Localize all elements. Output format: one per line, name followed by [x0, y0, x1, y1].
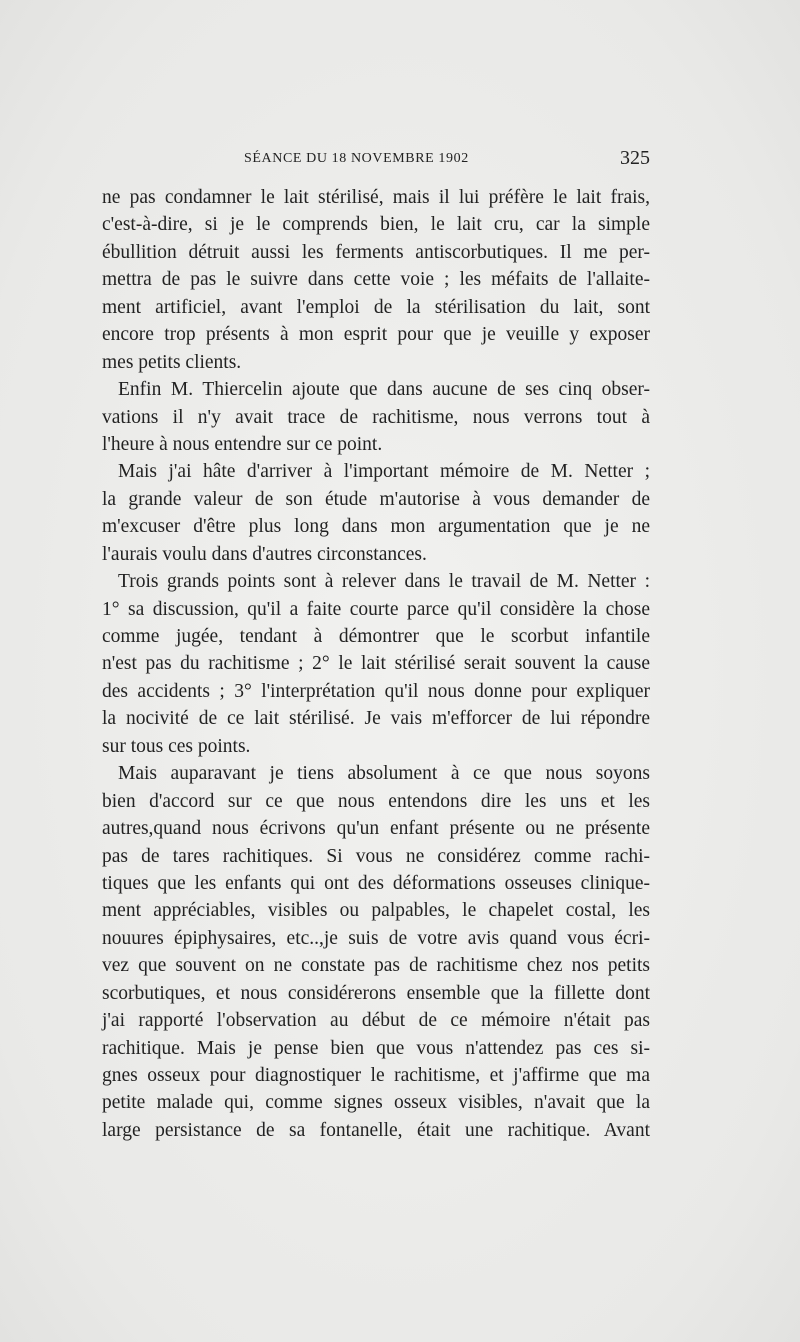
text-line: n'est pas du rachitisme ; 2° le lait stérilisé serait souvent la cause [102, 653, 650, 675]
text-line: j'ai rapporté l'observation au début de ce mémoire n'était pas [102, 1010, 650, 1032]
text-line: nouures épiphysaires, etc..,je suis de votre avis quand vous écri- [102, 927, 650, 949]
text-line: Mais j'ai hâte d'arriver à l'important mémoire de M. Netter ; [118, 461, 650, 483]
text-line: la nocivité de ce lait stérilisé. Je vais m'efforcer de lui répondre [102, 708, 650, 730]
text-line: vations il n'y avait trace de rachitisme, nous verrons tout à [102, 406, 650, 428]
page-number: 325 [620, 147, 650, 169]
text-line: encore trop présents à mon esprit pour que je veuille y exposer [102, 324, 650, 346]
text-line: des accidents ; 3° l'interprétation qu'il nous donne pour expliquer [102, 680, 650, 702]
text-line: bien d'accord sur ce que nous entendons dire les uns et les [102, 790, 650, 812]
text-line: 1° sa discussion, qu'il a faite courte parce qu'il considère la chose [102, 598, 650, 620]
text-line: scorbutiques, et nous considérerons ensemble que la fillette dont [102, 982, 650, 1004]
text-line: l'heure à nous entendre sur ce point. [102, 433, 383, 455]
text-line: vez que souvent on ne constate pas de rachitisme chez nos petits [102, 955, 650, 977]
text-line: l'aurais voulu dans d'autres circonstances. [102, 543, 427, 565]
text-line: mettra de pas le suivre dans cette voie ; les méfaits de l'allaite- [102, 269, 650, 291]
text-line: ment appréciables, visibles ou palpables, le chapelet costal, les [102, 900, 650, 922]
text-line: petite malade qui, comme signes osseux visibles, n'avait que la [102, 1092, 650, 1114]
text-line: Enfin M. Thiercelin ajoute que dans aucune de ses cinq obser- [118, 379, 650, 401]
paragraph [102, 376, 650, 458]
text-line: rachitique. Mais je pense bien que vous n'attendez pas ces si- [102, 1037, 650, 1059]
text-line: comme jugée, tendant à démontrer que le scorbut infantile [102, 626, 650, 647]
page-header [102, 147, 650, 173]
running-title: SÉANCE DU 18 NOVEMBRE 1902 [244, 151, 469, 166]
text-line: autres,quand nous écrivons qu'un enfant présente ou ne présente [102, 818, 650, 840]
text-line: sur tous ces points. [102, 735, 251, 757]
text-line: la grande valeur de son étude m'autorise à vous demander de [102, 488, 650, 510]
text-line: large persistance de sa fontanelle, était une rachitique. Avant [102, 1119, 650, 1141]
text-line: ne pas condamner le lait stérilisé, mais il lui préfère le lait frais, [102, 187, 650, 208]
text-line: pas de tares rachitiques. Si vous ne considérez comme rachi- [102, 845, 650, 867]
paragraph [102, 184, 650, 376]
paragraph [102, 568, 650, 760]
text-line: m'excuser d'être plus long dans mon argumentation que je ne [102, 516, 650, 538]
text-line: ébullition détruit aussi les ferments antiscorbutiques. Il me per- [102, 241, 650, 263]
text-line: Trois grands points sont à relever dans le travail de M. Netter : [118, 571, 650, 593]
paragraph [102, 760, 650, 1144]
paragraph [102, 458, 650, 568]
text-line: Mais auparavant je tiens absolument à ce que nous soyons [118, 763, 650, 785]
text-line: tiques que les enfants qui ont des déformations osseuses clinique- [102, 872, 650, 894]
text-line: ment artificiel, avant l'emploi de la stérilisation du lait, sont [102, 296, 650, 318]
text-line: c'est-à-dire, si je le comprends bien, le lait cru, car la simple [102, 214, 650, 236]
text-line: gnes osseux pour diagnostiquer le rachitisme, et j'affirme que ma [102, 1065, 650, 1086]
body-text [102, 184, 650, 1144]
text-line: mes petits clients. [102, 351, 242, 373]
